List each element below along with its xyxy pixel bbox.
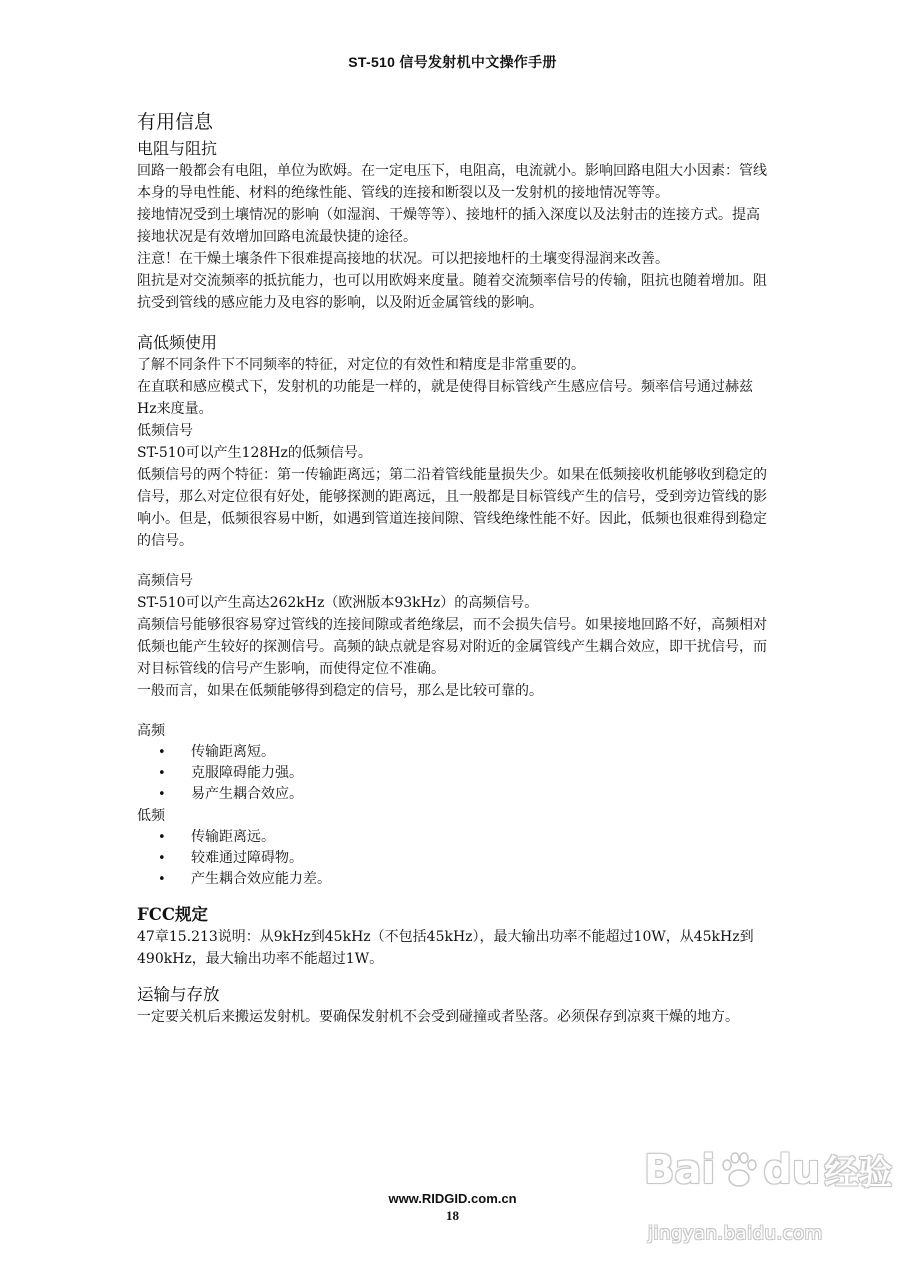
section-heading-fcc: FCC规定 [137,905,208,924]
paragraph: 高频信号能够很容易穿过管线的连接间隙或者绝缘层，而不会损失信号。如果接地回路不好，高频相对低频也能产生较好的探测信号。高频的缺点就是容易对附近的金属管线产生耦合效应，即干扰信号，而对目标管线的信号产生影响，而使得定位不准确。 [137,617,767,677]
watermark-logo-text-right: du [763,1146,821,1193]
watermark-logo [644,1145,892,1194]
document-header: ST-510 信号发射机中文操作手册 [348,54,557,70]
paragraph: 注意！在干燥土壤条件下很难提高接地的状况。可以把接地杆的土壤变得湿润来改善。 [137,251,669,267]
high-frequency-list [137,742,769,805]
paragraph: 一般而言，如果在低频能够得到稳定的信号，那么是比较可靠的。 [137,683,543,699]
subsection-heading-low-frequency: 低频信号 [137,423,193,439]
subsection-heading-high-frequency: 高频信号 [137,573,193,589]
list-item: • 产生耦合效应能力差。 [137,869,769,890]
list-item: • 传输距离远。 [137,827,769,848]
paragraph: 47章15.213说明：从9kHz到45kHz（不包括45kHz），最大输出功率不能超过10W，从45kHz到490kHz，最大输出功率不能超过1W。 [137,929,754,967]
paragraph: 阻抗是对交流频率的抵抗能力，也可以用欧姆来度量。随着交流频率信号的传输，阻抗也随着增加。阻抗受到管线的感应能力及电容的影响，以及附近金属管线的影响。 [137,273,767,311]
watermark-logo-text-left: Bai [644,1146,716,1193]
list-item: • 较难通过障碍物。 [137,848,769,869]
watermark-url: jingyan.baidu.com [648,1223,823,1244]
summary-label-high: 高频 [137,723,165,739]
section-heading-resistance: 电阻与阻抗 [137,139,218,158]
page-number: 18 [446,1208,459,1223]
paragraph: 低频信号的两个特征：第一传输距离远；第二沿着管线能量损失少。如果在低频接收机能够收到稳定的信号，那么对定位很有好处，能够探测的距离远，且一般都是目标管线产生的信号，受到旁边管线的影响小。但是，低频很容易中断，如遇到管道连接间隙、管线绝缘性能不好。因此，低频也很难得到稳定的信号。 [137,467,767,549]
watermark-logo-text-cn: 经验 [824,1153,893,1193]
paragraph: ST-510可以产生128Hz的低频信号。 [137,445,372,461]
low-frequency-list [137,827,769,890]
paragraph: ST-510可以产生高达262kHz（欧洲版本93kHz）的高频信号。 [137,595,539,611]
footer-url: www.RIDGID.com.cn [388,1191,517,1206]
page-content [137,108,769,1028]
baidu-watermark [640,1145,893,1275]
list-item: • 克服障碍能力强。 [137,763,769,784]
paragraph: 在直联和感应模式下，发射机的功能是一样的，就是使得目标管线产生感应信号。频率信号通过赫兹Hz来度量。 [137,379,753,417]
paragraph: 接地情况受到土壤情况的影响（如湿润、干燥等等）、接地杆的插入深度以及法射击的连接方式。提高接地状况是有效增加回路电流最快捷的途径。 [137,207,760,245]
paw-icon [717,1148,761,1192]
list-item: • 传输距离短。 [137,742,769,763]
section-heading-transport: 运输与存放 [137,985,220,1004]
list-item: • 易产生耦合效应。 [137,784,769,805]
paragraph: 回路一般都会有电阻，单位为欧姆。在一定电压下，电阻高，电流就小。影响回路电阻大小因素：管线本身的导电性能、材料的绝缘性能、管线的连接和断裂以及一发射机的接地情况等等。 [137,163,767,201]
paragraph: 一定要关机后来搬运发射机。要确保发射机不会受到碰撞或者坠落。必须保存到凉爽干燥的地方。 [137,1009,739,1025]
page-title: 有用信息 [137,111,214,133]
paragraph: 了解不同条件下不同频率的特征，对定位的有效性和精度是非常重要的。 [137,357,585,373]
summary-label-low: 低频 [137,808,165,824]
section-heading-frequency: 高低频使用 [137,333,218,352]
